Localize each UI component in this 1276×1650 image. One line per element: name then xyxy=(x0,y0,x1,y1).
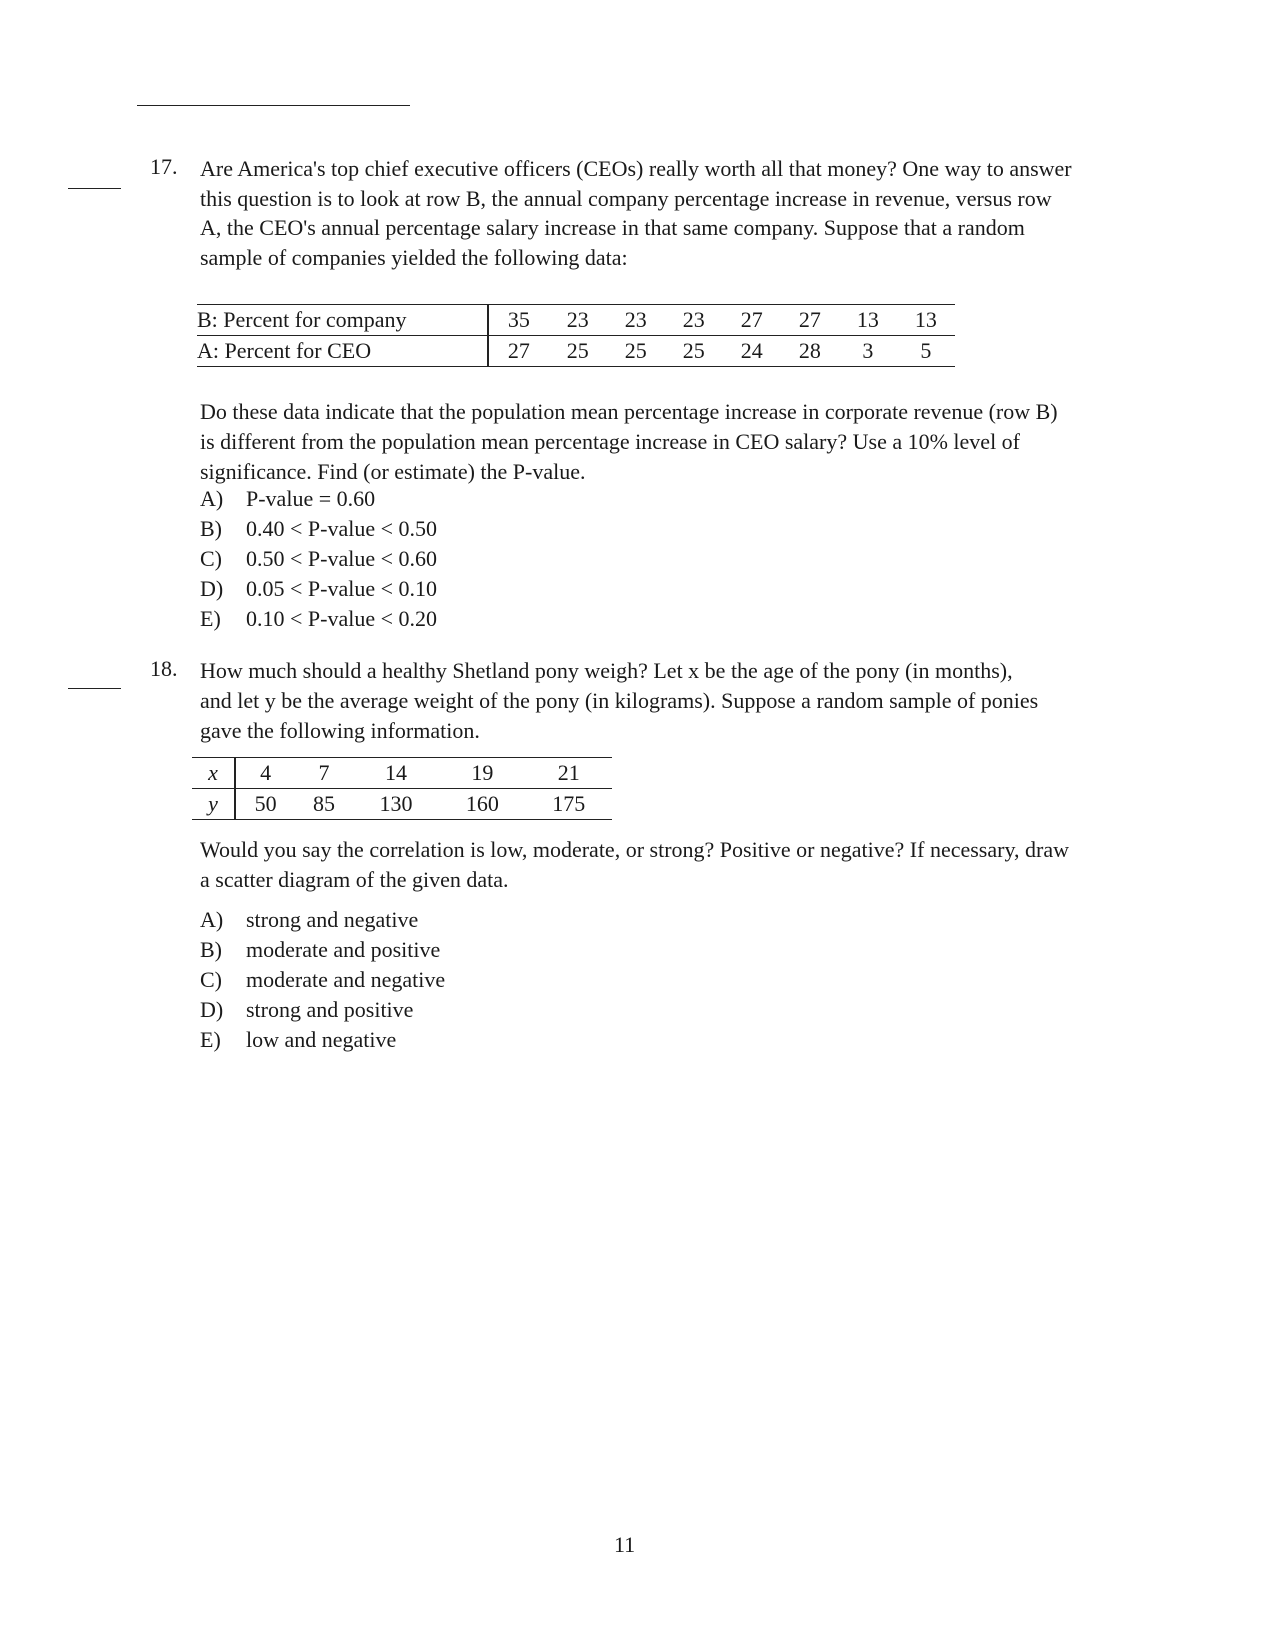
q17-question-line: Do these data indicate that the population mean percentage increase in corporate revenue (row B) xyxy=(200,399,1058,424)
table-cell: 175 xyxy=(552,791,586,816)
table-row xyxy=(192,789,612,820)
table-row xyxy=(197,305,955,336)
table-cell: 7 xyxy=(318,760,330,785)
option-letter: E) xyxy=(200,606,221,631)
table-cell: 28 xyxy=(798,338,821,363)
q18-number: 18. xyxy=(150,656,178,681)
table-cell: 27 xyxy=(798,307,821,332)
q17-line: sample of companies yielded the following data: xyxy=(200,245,628,270)
table-cell: 4 xyxy=(260,760,272,785)
q18-line: and let y be the average weight of the pony (in kilograms). Suppose a random sample of ponies xyxy=(200,688,1039,713)
answer-option[interactable] xyxy=(200,1027,396,1053)
table-cell: 50 xyxy=(254,791,277,816)
table-cell: 85 xyxy=(313,791,335,816)
option-text: P-value = 0.60 xyxy=(246,486,376,511)
answer-option[interactable] xyxy=(200,967,445,993)
table-cell: 130 xyxy=(379,791,413,816)
q17-line: A, the CEO's annual percentage salary increase in that same company. Suppose that a random xyxy=(200,215,1025,240)
q18-question-line: Would you say the correlation is low, moderate, or strong? Positive or negative? If necessary, draw xyxy=(200,837,1069,862)
table-cell: 27 xyxy=(740,307,763,332)
table-row xyxy=(197,336,955,367)
row-label: x xyxy=(192,758,235,789)
option-text: 0.40 < P-value < 0.50 xyxy=(246,516,438,541)
option-text: strong and negative xyxy=(246,907,419,932)
q18-line: How much should a healthy Shetland pony weigh? Let x be the age of the pony (in months), xyxy=(200,658,1013,683)
option-letter: C) xyxy=(200,546,222,571)
q18-line: gave the following information. xyxy=(200,718,480,743)
q17-answer-blank[interactable] xyxy=(68,188,121,189)
table-cell: 25 xyxy=(682,338,705,363)
option-letter: D) xyxy=(200,997,224,1022)
q18-question-line: a scatter diagram of the given data. xyxy=(200,867,509,892)
table-cell: 21 xyxy=(557,760,580,785)
row-label: A: Percent for CEO xyxy=(197,336,488,367)
answer-option[interactable] xyxy=(200,486,375,512)
q17-question-line: is different from the population mean percentage increase in CEO salary? Use a 10% level of xyxy=(200,429,1021,454)
option-text: low and negative xyxy=(246,1027,397,1052)
table-cell: 19 xyxy=(471,760,494,785)
table-cell: 13 xyxy=(914,307,937,332)
option-letter: A) xyxy=(200,907,224,932)
row-label: B: Percent for company xyxy=(197,305,488,336)
table-cell: 5 xyxy=(920,338,932,363)
q17-line: Are America's top chief executive officers (CEOs) really worth all that money? One way to answer xyxy=(200,156,1072,181)
option-letter: D) xyxy=(200,576,224,601)
option-letter: E) xyxy=(200,1027,221,1052)
answer-option[interactable] xyxy=(200,606,437,632)
option-text: 0.50 < P-value < 0.60 xyxy=(246,546,438,571)
q17-data-table xyxy=(197,304,955,367)
row-label: y xyxy=(192,789,235,820)
table-cell: 24 xyxy=(740,338,763,363)
table-cell: 14 xyxy=(384,760,407,785)
q17-question-line: significance. Find (or estimate) the P-value. xyxy=(200,459,586,484)
table-cell: 160 xyxy=(465,791,499,816)
option-letter: A) xyxy=(200,486,224,511)
table-cell: 35 xyxy=(507,307,530,332)
q18-answer-blank[interactable] xyxy=(68,688,121,689)
option-letter: B) xyxy=(200,937,222,962)
answer-option[interactable] xyxy=(200,997,413,1023)
table-cell: 3 xyxy=(862,338,874,363)
table-cell: 23 xyxy=(566,307,589,332)
table-cell: 25 xyxy=(624,338,647,363)
table-row xyxy=(192,758,612,789)
option-text: strong and positive xyxy=(246,997,414,1022)
page-number: 11 xyxy=(614,1532,636,1557)
table-cell: 27 xyxy=(507,338,530,363)
option-text: moderate and negative xyxy=(246,967,446,992)
answer-option[interactable] xyxy=(200,576,437,602)
answer-option[interactable] xyxy=(200,907,418,933)
table-cell: 23 xyxy=(682,307,705,332)
option-text: 0.05 < P-value < 0.10 xyxy=(246,576,438,601)
table-cell: 13 xyxy=(856,307,879,332)
answer-option[interactable] xyxy=(200,937,440,963)
option-text: moderate and positive xyxy=(246,937,441,962)
answer-option[interactable] xyxy=(200,516,437,542)
option-text: 0.10 < P-value < 0.20 xyxy=(246,606,438,631)
header-rule xyxy=(137,105,410,106)
option-letter: B) xyxy=(200,516,222,541)
q17-line: this question is to look at row B, the annual company percentage increase in revenue, versus row xyxy=(200,186,1052,211)
table-cell: 25 xyxy=(566,338,589,363)
answer-option[interactable] xyxy=(200,546,437,572)
option-letter: C) xyxy=(200,967,222,992)
q17-number: 17. xyxy=(150,154,178,179)
q18-data-table xyxy=(192,757,612,820)
table-cell: 23 xyxy=(624,307,647,332)
